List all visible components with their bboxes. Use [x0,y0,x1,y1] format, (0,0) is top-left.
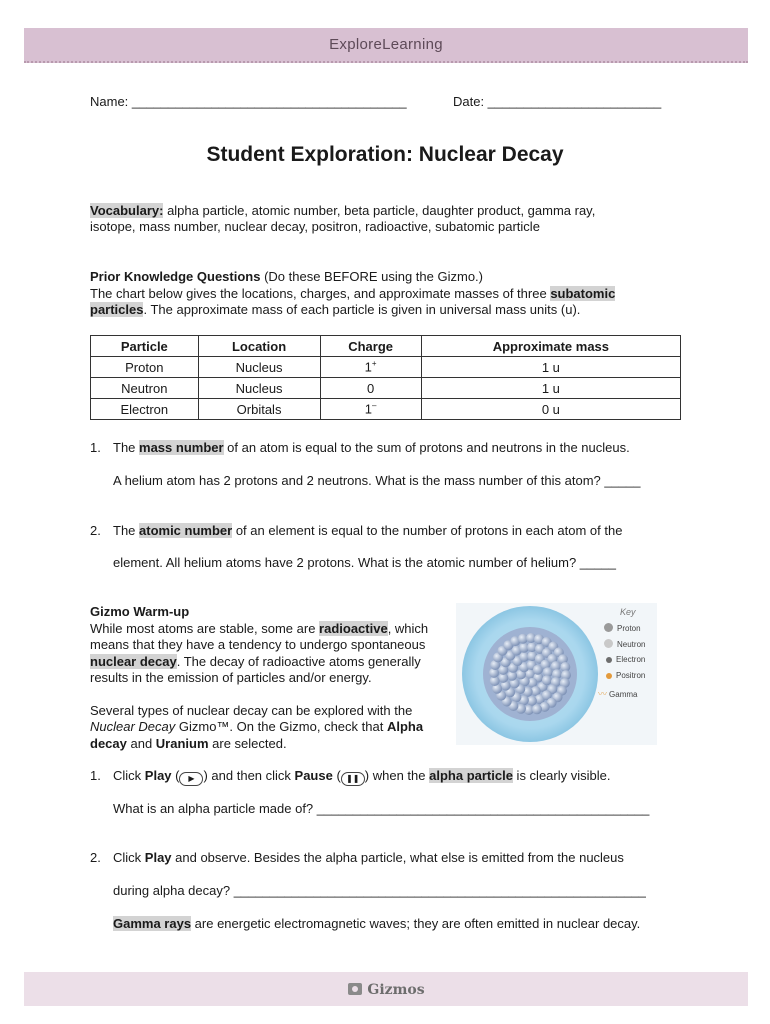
warmup-heading: Gizmo Warm-up [90,604,190,619]
warmup-line-3 [90,654,421,669]
table-cell: Proton [91,357,199,378]
w1-mid3: ( [332,768,341,783]
table-cell: Nucleus [198,378,320,399]
term-atomic-number: atomic number [139,523,233,538]
key-item-gamma [598,687,637,700]
key-label: Proton [617,624,641,633]
warmup-l1-pre: While most atoms are stable, some are [90,621,320,636]
table-row [91,399,681,420]
play-icon: ▶ [179,772,203,786]
nucleon-ball [532,704,542,714]
warmup-p2-line-3 [90,736,287,751]
key-title: Key [620,607,636,617]
w1-number: 1. [90,768,101,783]
gizmo-name: Nuclear Decay [90,719,176,734]
vocabulary-line-2: isotope, mass number, nuclear decay, positron, radioactive, subatomic particle [90,219,540,234]
vocabulary-label: Vocabulary: [90,203,164,218]
w1-post: is clearly visible. [512,768,611,783]
play-word: Play [144,850,172,865]
warmup-line-1 [90,621,428,636]
warmup-p2-l2-post: Gizmo™. On the Gizmo, check that [175,719,387,734]
gizmos-mark-icon [347,981,365,997]
table-cell: Neutron [91,378,199,399]
prior-term-subatomic: subatomic [550,286,616,301]
prior-line-2 [90,302,580,317]
w2-line-3 [113,916,640,931]
prior-line-1 [90,286,615,301]
name-field: Name: ______________________________________ [90,94,407,109]
w2-line-1 [113,850,624,865]
prior-heading-bold: Prior Knowledge Questions [90,269,261,284]
footer-band [24,972,748,1006]
vocabulary-line-1 [90,203,595,218]
warmup-p2-l3-mid: and [126,736,156,751]
key-item-neutron [604,639,645,649]
table-cell: 0 [320,378,421,399]
option-uranium: Uranium [155,736,209,751]
w2-pre: Click [113,850,145,865]
proton-icon [604,623,613,632]
vocabulary-text-1: alpha particle, atomic number, beta particle, daughter product, gamma ray, [163,203,596,218]
table-cell [320,399,421,420]
table-row [91,357,681,378]
w1-line-1 [113,768,610,786]
term-mass-number: mass number [139,440,224,455]
q2-line-1 [113,523,622,538]
warmup-p2-line-1: Several types of nuclear decay can be explored with the [90,703,413,718]
table-header: Charge [320,336,421,357]
term-radioactive: radioactive [319,621,388,636]
gizmos-logo [24,981,748,998]
warmup-p2-l3-post: are selected. [208,736,287,751]
header-band [24,28,748,63]
table-header: Location [198,336,320,357]
prior-term-particles: particles [90,302,144,317]
w1-mid2: ) and then click [203,768,295,783]
table-header: Particle [91,336,199,357]
warmup-l3-post: . The decay of radioactive atoms generally [176,654,421,669]
key-label: Neutron [617,640,646,649]
charge-sign: – [372,401,377,411]
date-field: Date: ________________________ [453,94,662,109]
prior-line-1-text: The chart below gives the locations, charges, and approximate masses of three [90,286,551,301]
charge-value: 1 [364,401,372,417]
table-row [91,378,681,399]
gamma-wave-icon: 〰 [598,689,608,699]
q1-pre: The [113,440,140,455]
key-label: Positron [616,671,646,680]
pause-icon: ❚❚ [341,772,365,786]
term-gamma-rays: Gamma rays [113,916,192,931]
key-item-proton [604,623,641,633]
prior-line-2-text: . The approximate mass of each particle is given in universal mass units (u). [143,302,581,317]
q1-line-1 [113,440,630,455]
table-header-row [91,336,681,357]
w2-l3-post: are energetic electromagnetic waves; they are often emitted in nuclear decay. [191,916,641,931]
term-nuclear-decay: nuclear decay [90,654,177,669]
q1-post: of an atom is equal to the sum of protons and neutrons in the nucleus. [223,440,630,455]
warmup-line-2: means that they have a tendency to undergo spontaneous [90,637,426,652]
q1-number: 1. [90,440,101,455]
table-cell: Orbitals [198,399,320,420]
w1-line-2: What is an alpha particle made of? ______________________________________________ [113,801,650,816]
table-header: Approximate mass [421,336,680,357]
table-cell: Nucleus [198,357,320,378]
w1-mid4: ) when the [364,768,430,783]
gizmos-logo-text: Gizmos [367,982,425,998]
w2-post: and observe. Besides the alpha particle, what else is emitted from the nucleus [171,850,624,865]
option-alpha: Alpha [386,719,424,734]
w1-mid1: ( [171,768,180,783]
key-label: Gamma [609,690,638,699]
prior-heading-note: (Do these BEFORE using the Gizmo.) [260,269,483,284]
table-cell: 1 u [421,378,680,399]
warmup-line-4: results in the emission of particles and/or energy. [90,670,372,685]
nucleon-ball [542,675,552,685]
nucleus-illustration [456,603,657,745]
table-cell: 1 u [421,357,680,378]
w2-number: 2. [90,850,101,865]
particle-table [90,335,681,420]
w2-line-2: during alpha decay? _________________________________________________________ [113,883,646,898]
term-alpha-particle: alpha particle [429,768,513,783]
neutron-icon [604,639,613,648]
play-word: Play [144,768,172,783]
q2-number: 2. [90,523,101,538]
electron-icon [606,657,612,663]
charge-value: 1 [364,359,372,375]
page-title: Student Exploration: Nuclear Decay [206,143,564,166]
q2-pre: The [113,523,140,538]
pause-word: Pause [294,768,333,783]
explorelearning-logo: ExploreLearning [329,36,443,53]
q2-line-2: element. All helium atoms have 2 protons. What is the atomic number of helium? _____ [113,555,616,570]
w1-pre: Click [113,768,145,783]
warmup-p2-line-2 [90,719,423,734]
q2-post: of an element is equal to the number of protons in each atom of the [232,523,623,538]
prior-knowledge-heading [90,269,483,284]
key-item-positron [604,671,645,680]
q1-line-2: A helium atom has 2 protons and 2 neutrons. What is the mass number of this atom? _____ [113,473,641,488]
table-cell: Electron [91,399,199,420]
table-cell [320,357,421,378]
key-label: Electron [616,655,646,664]
warmup-l1-post: , which [387,621,429,636]
table-cell: 0 u [421,399,680,420]
key-item-electron [604,655,645,664]
positron-icon [606,673,612,679]
option-decay: decay [90,736,127,751]
charge-sign: + [371,359,377,369]
atom-nucleus-graphic [456,603,606,745]
